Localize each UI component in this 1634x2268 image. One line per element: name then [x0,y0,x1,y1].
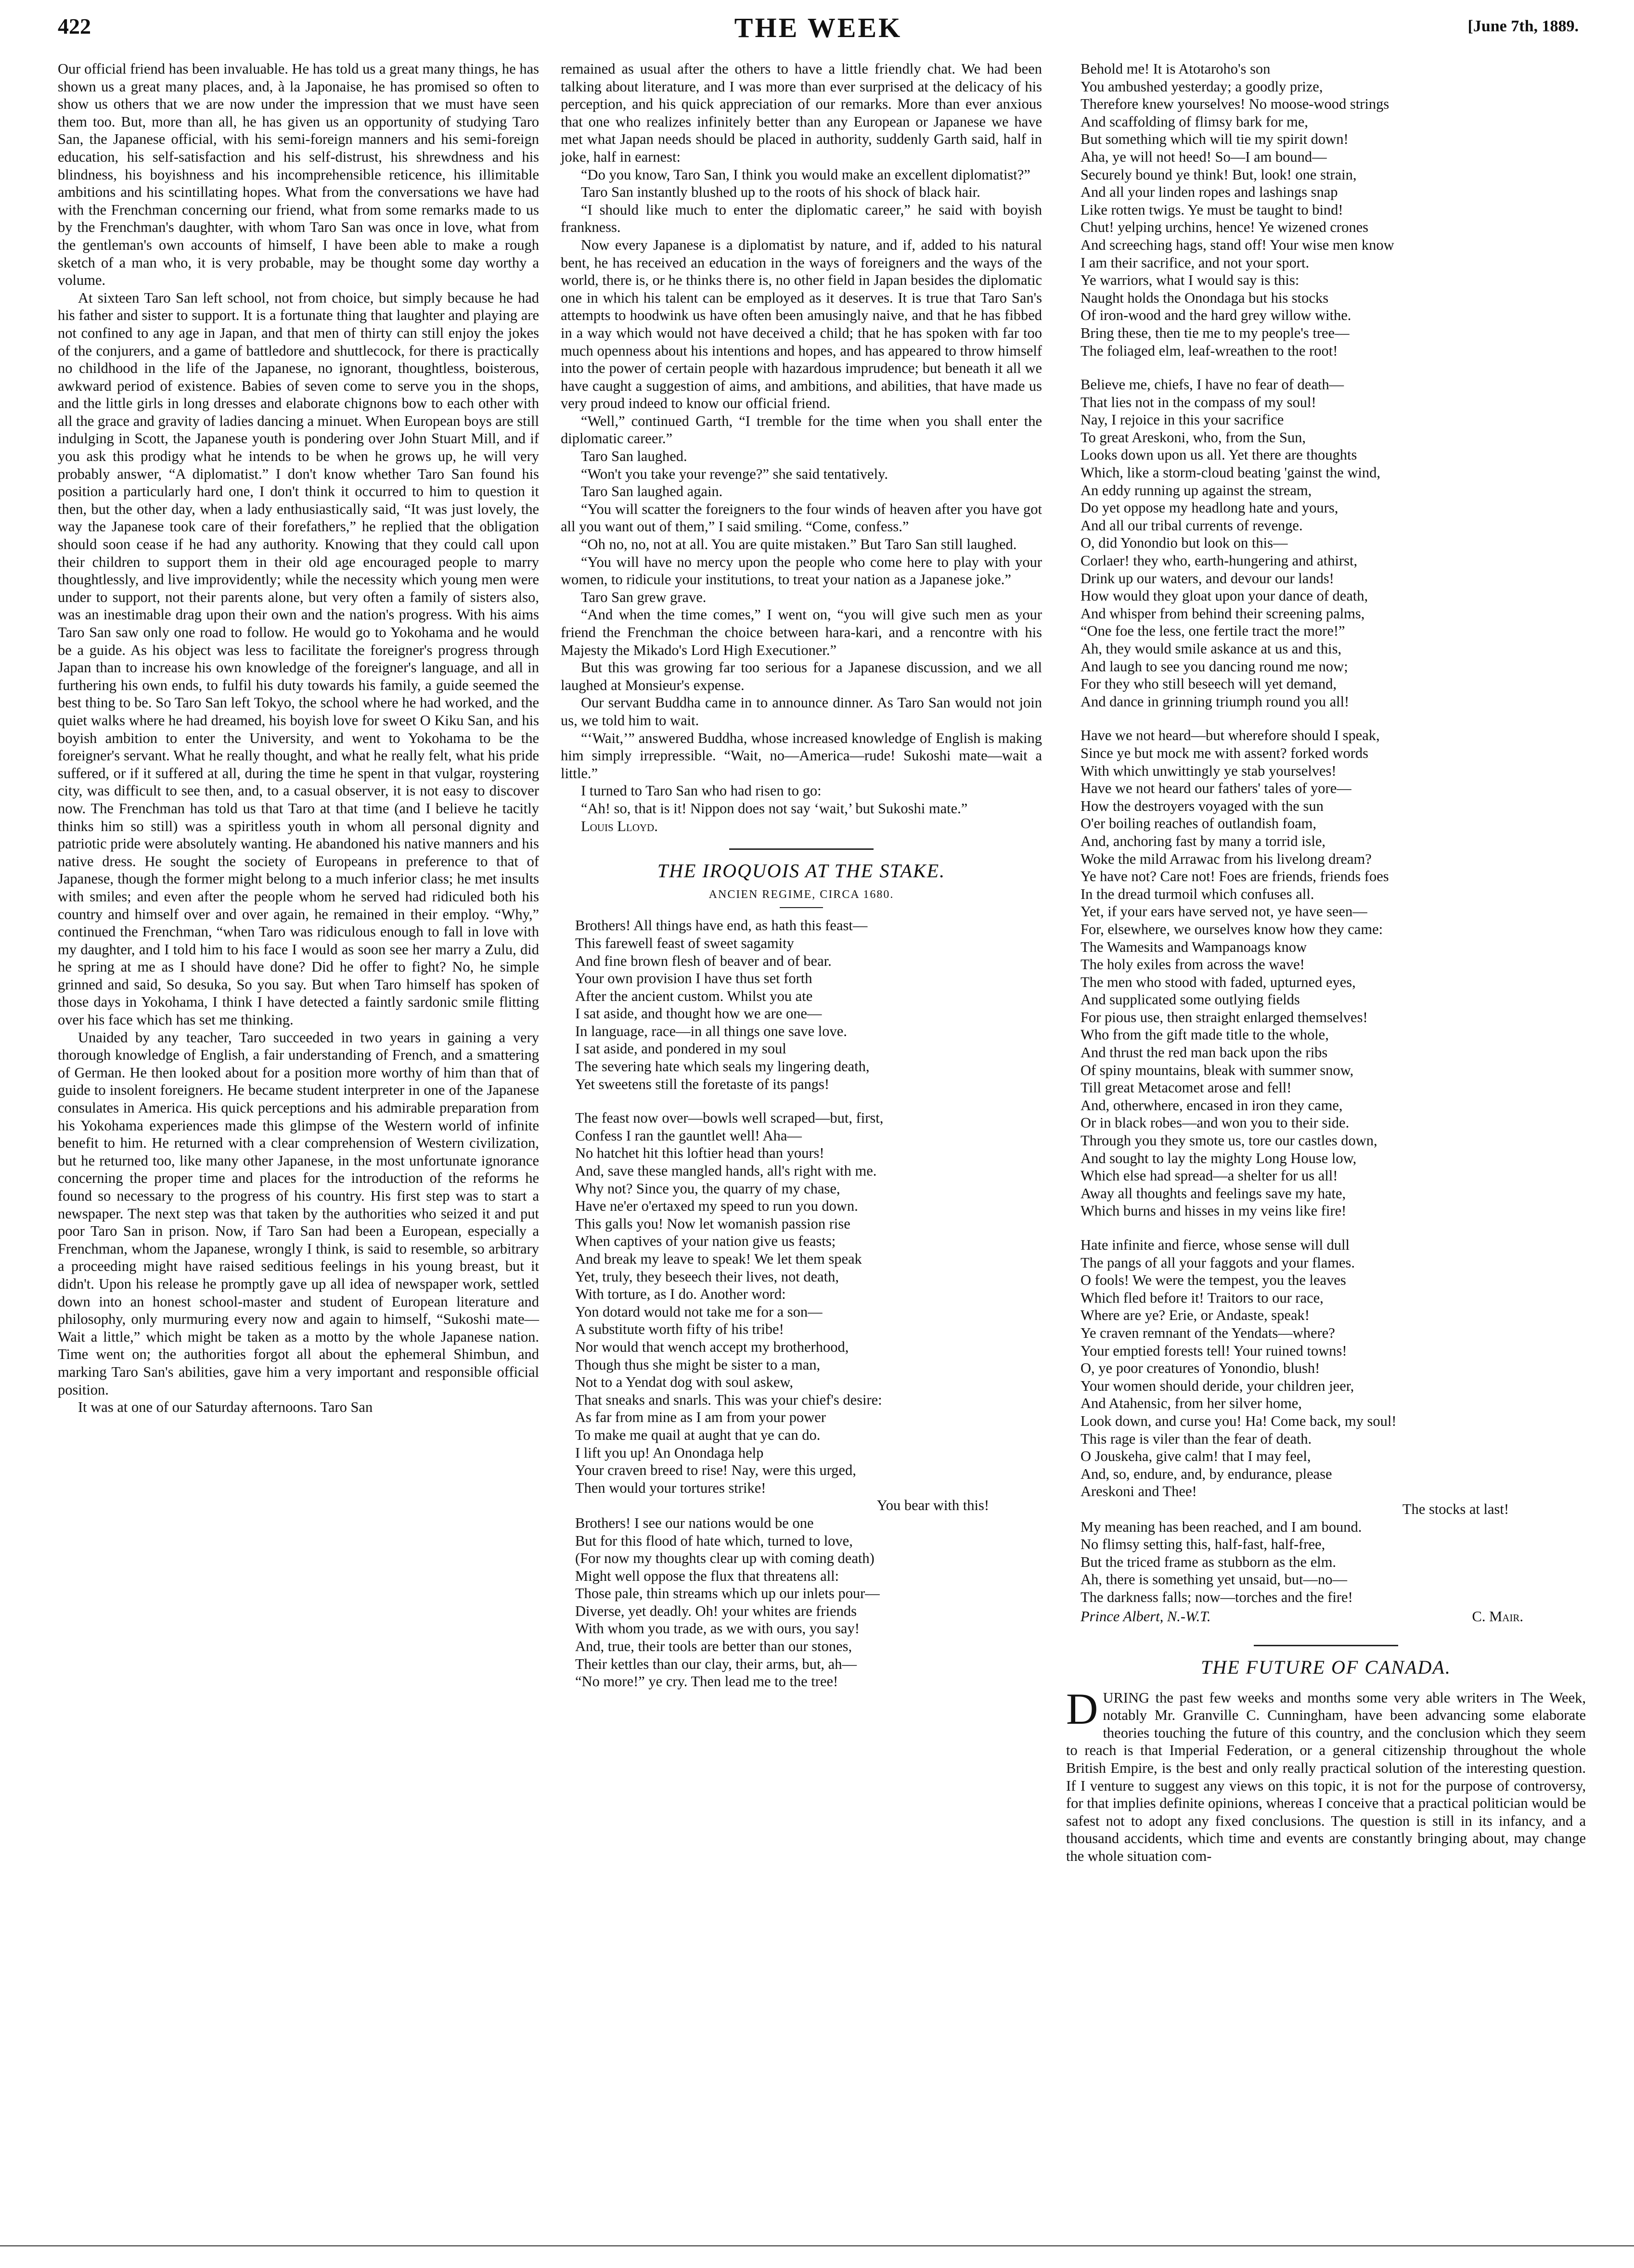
verse-line: Which, like a storm-cloud beating 'gainst the wind, [1081,464,1380,481]
article-paragraph [1066,1684,1586,1865]
verse-line: Diverse, yet deadly. Oh! your whites are friends [575,1602,857,1619]
page-header [58,13,1579,52]
verse-line: Aha, ye will not heed! So—I am bound— [1081,148,1327,165]
verse-line: Therefore knew yourselves! No moose-wood strings [1081,96,1390,113]
paragraph: remained as usual after the others to have a little friendly chat. We had been talking about literature, and I was more than ever surprised at the delicacy of his perception, and his quick appreciation of our remarks. More than ever anxious that one who realizes infinitely better than any European or Japanese we have met what Japan needs should be placed in authority, suddenly Garth said, half in joke, half in earnest: [561,61,1042,165]
verse-line: Believe me, chiefs, I have no fear of death— [1081,376,1344,393]
verse-line: Then would your tortures strike! [575,1479,766,1496]
verse-line: “No more!” ye cry. Then lead me to the tree! [575,1673,838,1690]
verse-line: Corlaer! they who, earth-hungering and athirst, [1081,552,1358,569]
verse-line: Your craven breed to rise! Nay, were this urged, [575,1462,856,1479]
verse-line: And screeching hags, stand off! Your wise men know [1081,236,1394,253]
verse-line: To make me quail at aught that ye can do. [575,1426,821,1443]
page-number: 422 [58,14,91,38]
verse-line: Your own provision I have thus set forth [575,970,812,987]
stanza [575,1514,1042,1691]
paragraph: Our official friend has been invaluable. He has told us a great many things, he has shown us a great many places, and, à la Japonaise, he has promised so often to show us others that we are now under the impression that we must have seen them too. But, more than all, he has given us an opportunity of studying Taro San, the Japanese official, with his semi-foreign manners and his semi-foreign education, his self-satisfaction and his self-distrust, his shrewdness and his blindness, his boyishness and his incomprehensible reticence, his illimitable ambitions and his scintillating hopes. What from the conversations we have had with the Frenchman concerning our friend, what from some remarks made to us by the Frenchman's daughter, with whom Taro San was once in love, what from the gentleman's own accounts of himself, I have been able to make a rough sketch of a man who, it is very probable, may be thought some day worthy a volume. [58,61,539,289]
verse-line: Look down, and curse you! Ha! Come back, my soul! [1081,1412,1397,1429]
verse-line: Hate infinite and fierce, whose sense will dull [1081,1237,1350,1253]
verse-line: Or in black robes—and won you to their side. [1081,1115,1350,1131]
verse-line: O, did Yonondio but look on this— [1081,535,1288,551]
verse-line: Your women should deride, your children jeer, [1081,1377,1354,1394]
verse-line: Naught holds the Onondaga but his stocks [1081,289,1329,306]
verse-line: But for this flood of hate which, turned to love, [575,1532,853,1549]
verse-line: The Wamesits and Wampanoags know [1081,938,1307,955]
verse-line: Like rotten twigs. Ye must be taught to bind! [1081,201,1343,218]
poem-body-continued [1066,60,1586,1606]
section-divider [1254,1645,1398,1646]
verse-line: Ah, they would smile askance at us and this, [1081,641,1342,657]
verse-line: I am their sacrifice, and not your sport. [1081,254,1310,271]
paragraph: Taro San laughed. [581,448,687,465]
verse-line: And scaffolding of flimsy bark for me, [1081,113,1308,130]
subtitle-rule [780,907,823,908]
verse-line: I lift you up! An Onondaga help [575,1444,764,1461]
paragraph: “Won't you take your revenge?” she said tentatively. [581,465,888,482]
verse-line: As far from mine as I am from your power [575,1409,826,1426]
stanza [1081,376,1586,710]
verse-line: Though thus she might be sister to a man, [575,1356,821,1373]
verse-line: The feast now over—bowls well scraped—but, first, [575,1110,884,1127]
paragraph: “You will have no mercy upon the people who come here to play with your women, to ridicule your institutions, to treat your nation as a Japanese joke.” [561,553,1042,588]
paragraph: “Well,” continued Garth, “I tremble for the time when you shall enter the diplomatic career.” [561,412,1042,447]
verse-line: The men who stood with faded, upturned eyes, [1081,974,1356,990]
verse-line: In the dread turmoil which confuses all. [1081,885,1314,902]
verse-line: This galls you! Now let womanish passion rise [575,1215,850,1232]
verse-line: And all our tribal currents of revenge. [1081,517,1303,534]
verse-line: My meaning has been reached, and I am bound. [1081,1518,1362,1535]
paragraph: “Do you know, Taro San, I think you would make an excellent diplomatist?” [581,166,1030,183]
verse-line: And laugh to see you dancing round me now; [1081,658,1348,675]
stanza [1081,727,1586,1220]
verse-line: Your emptied forests tell! Your ruined towns! [1081,1342,1347,1359]
verse-line: Away all thoughts and feelings save my hate, [1081,1185,1346,1202]
verse-line: (For now my thoughts clear up with coming death) [575,1550,875,1567]
verse-line: And all your linden ropes and lashings snap [1081,184,1338,201]
drop-cap: D [1066,1684,1098,1733]
verse-line: Might well oppose the flux that threatens all: [575,1567,839,1584]
verse-line: With which unwittingly ye stab yourselves! [1081,762,1337,779]
verse-line: Till great Metacomet arose and fell! [1081,1079,1292,1096]
verse-line: And thrust the red man back upon the ribs [1081,1044,1328,1061]
verse-line: And, otherwhere, encased in iron they came, [1081,1097,1343,1114]
verse-line: After the ancient custom. Whilst you ate [575,987,813,1004]
paragraph: “You will scatter the foreigners to the four winds of heaven after you have got all you want out of them,” I said smiling. “Come, confess.” [561,500,1042,535]
verse-line: Nor would that wench accept my brotherhood, [575,1338,849,1355]
paragraph: Taro San laughed again. [581,483,723,500]
verse-line: Looks down upon us all. Yet there are thoughts [1081,447,1357,463]
article-signature: Louis Lloyd. [581,818,658,834]
section-divider [729,848,874,850]
verse-line: Have we not heard our fathers' tales of yore— [1081,780,1351,797]
verse-line: For they who still beseech will yet demand, [1081,676,1337,692]
paragraph: Unaided by any teacher, Taro succeeded in two years in gaining a very thorough knowledge of English, a fair understanding of French, and a smattering of German. He then looked about for a position more worthy of him than that of guide to insolent foreigners. He became student interpreter in one of the Japanese consulates in America. His quick perceptions and his admirable preparation from his Yokohama experiences made this glimpse of the Western world of infinite benefit to him. He returned with a clear comprehension of Western civilization, but he returned too, like many other Japanese, in the most unfortunate ignorance concerning the proper time and places for the introduction of the reforms he found so necessary to the progress of his country. His first step was to start a newspaper. The next step was that taken by the authorities who seized it and put poor Taro San in prison. Now, if Taro San had been a European, especially a Frenchman, whom the Japanese, wrongly I think, is said to resemble, so arbitrary a proceeding might have raised seditious feelings in his young breast, but it didn't. Upon his release he promptly gave up all idea of newspaper work, settled down into an honest school-master and student of European literature and philosophy, only murmuring every now and again to himself, “Sukoshi mate—Wait a little,” which might be taken as a motto by the whole Japanese nation. Time went on; the authorities forgot all about the ephemeral Shimbun, and marking Taro San's abilities, gave him a very important and responsible official position. [58,1029,539,1398]
paragraph: Our servant Buddha came in to announce dinner. As Taro San would not join us, we told him to wait. [561,694,1042,729]
verse-line: And dance in grinning triumph round you all! [1081,693,1350,710]
verse-line: And, so, endure, and, by endurance, please [1081,1465,1332,1482]
verse-line: No hatchet hit this loftier head than yours! [575,1145,824,1162]
verse-line: Since ye but mock me with assent? forked words [1081,744,1368,761]
verse-line: With torture, as I do. Another word: [575,1286,786,1303]
verse-line: Securely bound ye think! But, look! one strain, [1081,166,1357,183]
column-3 [1066,60,1586,1865]
verse-line: Nay, I rejoice in this your sacrifice [1081,411,1284,428]
verse-line: Confess I ran the gauntlet well! Aha— [575,1127,802,1144]
poem-title: THE IROQUOIS AT THE STAKE. [657,860,946,882]
verse-line: Where are ye? Erie, or Andaste, speak! [1081,1307,1310,1324]
verse-line: Which burns and hisses in my veins like fire! [1081,1203,1347,1219]
verse-line: Chut! yelping urchins, hence! Ye wizened crones [1081,219,1368,236]
verse-line: “One foe the less, one fertile tract the more!” [1081,623,1345,640]
verse-line: An eddy running up against the stream, [1081,482,1312,499]
article-title: THE FUTURE OF CANADA. [1201,1656,1451,1679]
poem-body [561,917,1042,1691]
page-bottom-rule [0,2245,1634,2246]
verse-line: Yet, truly, they beseech their lives, not death, [575,1268,839,1285]
verse-line: Ye have not? Care not! Foes are friends, friends foes [1081,868,1389,885]
verse-line: A substitute worth fifty of his tribe! [575,1321,784,1338]
verse-line: O, ye poor creatures of Yonondio, blush! [1081,1360,1320,1377]
article-text: URING the past few weeks and months some very able writers in The Week, notably Mr. Granville C. Cunningham, have been advancing some elaborate theories touching the future of this country, and the conclusion which they seem to reach is that Imperial Federation, or a general citizenship throughout the whole British Empire, is the best and only really practical solution of the interesting question. If I venture to suggest any views on this topic, it is not for the purpose of controversy, for that implies definite opinions, whereas I conceive that a practical politician would be safest not to adopt any fixed conclusions. The question is still in its infancy, and a thousand accidents, which time and events are constantly bringing about, may change the whole situation com- [1066,1689,1586,1864]
verse-line: This farewell feast of sweet sagamity [575,935,794,951]
verse-line: Brothers! I see our nations would be one [575,1514,814,1531]
verse-line: With whom you trade, as we with ours, you say! [575,1620,860,1637]
verse-line: Those pale, thin streams which up our inlets pour— [575,1585,880,1602]
verse-line: The darkness falls; now—torches and the fire! [1081,1589,1353,1605]
verse-line: Why not? Since you, the quarry of my chase, [575,1180,840,1197]
paragraph: Taro San instantly blushed up to the roots of his shock of black hair. [581,184,980,201]
verse-line: You ambushed yesterday; a goodly prize, [1081,78,1323,95]
stanza [575,1109,1042,1497]
issue-date: [June 7th, 1889. [1467,17,1579,35]
verse-line: And, true, their tools are better than our stones, [575,1638,852,1655]
paragraph: “‘Wait,’” answered Buddha, whose increased knowledge of English is making him simply irrepressible. “Wait, no—America—rude! Sukoshi mate—wait a little.” [561,730,1042,782]
verse-line: O Jouskeha, give calm! that I may feel, [1081,1448,1311,1465]
verse-line: Through you they smote us, tore our castles down, [1081,1132,1377,1149]
verse-line: Ye craven remnant of the Yendats—where? [1081,1324,1335,1341]
verse-line: For, elsewhere, we ourselves know how they came: [1081,921,1383,937]
verse-line: For pious use, then straight enlarged themselves! [1081,1009,1368,1025]
poem-author: C. Mair. [1472,1608,1523,1625]
verse-line: To great Areskoni, who, from the Sun, [1081,429,1306,446]
verse-line: No flimsy setting this, half-fast, half-free, [1081,1536,1325,1553]
verse-line: Of spiny mountains, bleak with summer snow, [1081,1062,1354,1078]
verse-line: Which fled before it! Traitors to our race, [1081,1289,1324,1306]
verse-line: The holy exiles from across the wave! [1081,956,1305,973]
verse-line: The severing hate which seals my lingering death, [575,1058,870,1075]
verse-line: The stocks at last! [1402,1500,1509,1517]
paragraph: “Oh no, no, not at all. You are quite mistaken.” But Taro San still laughed. [581,536,1017,553]
verse-line: And supplicated some outlying fields [1081,991,1300,1008]
stanza [1081,1518,1586,1606]
verse-line: Their kettles than our clay, their arms, but, ah— [575,1655,857,1672]
stanza [1081,1236,1586,1500]
poem-place: Prince Albert, N.-W.T. [1081,1608,1211,1625]
paragraph: But this was growing far too serious for a Japanese discussion, and we all laughed at Monsieur's expense. [561,659,1042,693]
verse-line: Ah, there is something yet unsaid, but—no— [1081,1571,1348,1588]
verse-line: O fools! We were the tempest, you the leaves [1081,1272,1346,1289]
verse-line: The pangs of all your faggots and your flames. [1081,1254,1355,1271]
verse-line: Yet, if your ears have served not, ye have seen— [1081,903,1367,920]
verse-line: Woke the mild Arrawac from his livelong dream? [1081,850,1372,867]
verse-line: Ye warriors, what I would say is this: [1081,272,1299,289]
paragraph: I turned to Taro San who had risen to go: [581,782,822,799]
verse-line: Areskoni and Thee! [1081,1483,1197,1500]
paragraph: At sixteen Taro San left school, not from choice, but simply because he had his father and sister to support. It is a fortunate thing that laughter and playing are not confined to any age in Japan, and that men of thirty can still enjoy the jokes of the conjurers, and a game of battledore and shuttlecock, for there is practically no childhood in the life of the Japanese, no ignorant, thoughtless, boisterous, awkward period of existence. Babies of seven come to serve you in the shops, and the little girls in long dresses and elaborate chignons bow to each other with all the grace and gravity of ladies dancing a minuet. When European boys are still indulging in Scott, the Japanese youth is pondering over John Stuart Mill, and if you ask this prodigy what he intends to be when he grows up, he will very probably answer, “A diplomatist.” I don't know whether Taro San found his position a particularly hard one, I don't think it occurred to him to question it then, but the other day, when a lady enthusiastically said, “It was just lovely, the way the Japanese took care of their forefathers,” he replied that the obligation should soon cease if he had any authority. Knowing that they could call upon their children to support them in their old age encouraged people to marry thoughtlessly, and live improvidently; while the necessity which young men were under to support, not their parents alone, but very often a family of sisters also, was an inestimable drag upon their own and the nation's progress. With his aims Taro San saw only one road to follow. He would go to Yokohama and he would be a guide. As his object was less to facilitate the foreigner's progress through Japan than to increase his own knowledge of the foreigner's language, and all in furthering his own ends, to fulfil his duty towards his family, a guide seemed the best thing to be. So Taro San left Tokyo, the school where he had worked, and the quiet walks where he had dreamed, his boyish love for sweet O Kiku San, and his boyish ambition to enter the University, and went to Yokohama to be the foreigner's servant. What he really thought, and what he really felt, what his pride suffered, or if it suffered at all, during the time he spent in that vulgar, roystering city, was difficult to see then, and, to a casual observer, it is not easy to discover now. The Frenchman has told us that Taro at that time (and I believe he tacitly thinks him so still) was a spiritless youth in whom all personal dignity and patriotic pride were absolutely wanting. He abandoned his native manners and his native dress. He sought the society of Europeans in preference to that of Japanese, though the former might belong to a much inferior class; he met insults with smiles; and even after the people whom he served had ridiculed both his country and himself over and over again, he remained in their employ. “Why,” continued the Frenchman, “when Taro was ridiculous enough to fall in love with my daughter, and I told him to his face I would as soon see her marry a Zulu, did he spring at me as I should have done? Did he offer to fight? No, he simple grinned and said, So desuka, So you say. But when Taro himself has spoken of those days in Yokohama, I think I have detected a faintly sardonic smile flitting over his face which has set me thinking. [58,289,539,1028]
verse-line: The foliaged elm, leaf-wreathen to the root! [1081,342,1338,359]
verse-line: Who from the gift made title to the whole, [1081,1026,1329,1043]
verse-line: That lies not in the compass of my soul! [1081,394,1316,410]
verse-line: And sought to lay the mighty Long House low, [1081,1150,1357,1166]
verse-line: I sat aside, and pondered in my soul [575,1040,786,1057]
verse-line: You bear with this! [876,1497,989,1514]
verse-line: And Atahensic, from her silver home, [1081,1395,1302,1412]
paragraph: “Ah! so, that is it! Nippon does not say ‘wait,’ but Sukoshi mate.” [581,800,968,817]
verse-line: Yon dotard would not take me for a son— [575,1303,823,1320]
column-2 [561,60,1042,1707]
verse-line: Have ne'er o'ertaxed my speed to run you down. [575,1198,858,1215]
verse-line: This rage is viler than the fear of death. [1081,1430,1312,1447]
verse-line: Yet sweetens still the foretaste of its pangs! [575,1076,830,1092]
verse-line: Have we not heard—but wherefore should I speak, [1081,727,1380,744]
verse-line: And, anchoring fast by many a torrid isle, [1081,833,1326,849]
verse-line: How would they gloat upon your dance of death, [1081,588,1368,604]
paragraph: Taro San grew grave. [581,589,707,605]
verse-line: But the triced frame as stubborn as the elm. [1081,1553,1337,1570]
verse-line: And break my leave to speak! We let them speak [575,1251,862,1267]
verse-line: Behold me! It is Atotaroho's son [1081,61,1271,77]
column-1 [58,60,539,1416]
verse-line: I sat aside, and thought how we are one— [575,1005,822,1022]
verse-line: Brothers! All things have end, as hath this feast— [575,917,868,934]
verse-line: And whisper from behind their screening palms, [1081,605,1365,622]
verse-line: And fine brown flesh of beaver and of bear. [575,952,832,969]
verse-line: And, save these mangled hands, all's right with me. [575,1163,877,1179]
verse-line: How the destroyers voyaged with the sun [1081,797,1324,814]
paragraph: Now every Japanese is a diplomatist by nature, and if, added to his natural bent, he has received an education in the ways of foreigners and the ways of the world, there is, or he thinks there is, no other field in Japan besides the diplomatic one in which his talent can be employed as it deserves. It is true that Taro San's attempts to hoodwink us have often been amusingly naive, and that he has fibbed in a way which would not have deceived a child; that he has spoken with far too much openness about his intentions and hopes, and has appeared to throw himself into the power of certain people with hazardous imprudence; but beneath it all we have caught a suggestion of aims, and ambitions, and abilities, that have made us very proud indeed to know our official friend. [561,236,1042,412]
verse-line: Which else had spread—a shelter for us all! [1081,1167,1338,1184]
verse-line: That sneaks and snarls. This was your chief's desire: [575,1391,882,1408]
verse-line: When captives of your nation give us feasts; [575,1233,836,1250]
verse-line: But something which will tie my spirit down! [1081,131,1349,148]
verse-line: Of iron-wood and the hard grey willow withe. [1081,307,1351,324]
stanza [1081,60,1586,359]
verse-line: Bring these, then tie me to my people's tree— [1081,324,1350,341]
poem-subtitle: ANCIEN REGIME, CIRCA 1680. [708,888,894,901]
verse-line: Do yet oppose my headlong hate and yours, [1081,500,1338,516]
stanza [575,917,1042,1093]
verse-line: In language, race—in all things one save love. [575,1023,847,1039]
paragraph: “I should like much to enter the diplomatic career,” he said with boyish frankness. [561,201,1042,236]
poem-signature [1066,1608,1586,1626]
verse-line: Not to a Yendat dog with soul askew, [575,1374,793,1391]
verse-line: Drink up our waters, and devour our lands! [1081,570,1334,587]
publication-title: THE WEEK [734,12,902,43]
paragraph: “And when the time comes,” I went on, “you will give such men as your friend the Frenchman the choice between hara-kari, and a rencontre with his Majesty the Mikado's Lord High Executioner.” [561,606,1042,658]
paragraph: It was at one of our Saturday afternoons. Taro San [78,1399,373,1416]
verse-line: O'er boiling reaches of outlandish foam, [1081,815,1316,832]
